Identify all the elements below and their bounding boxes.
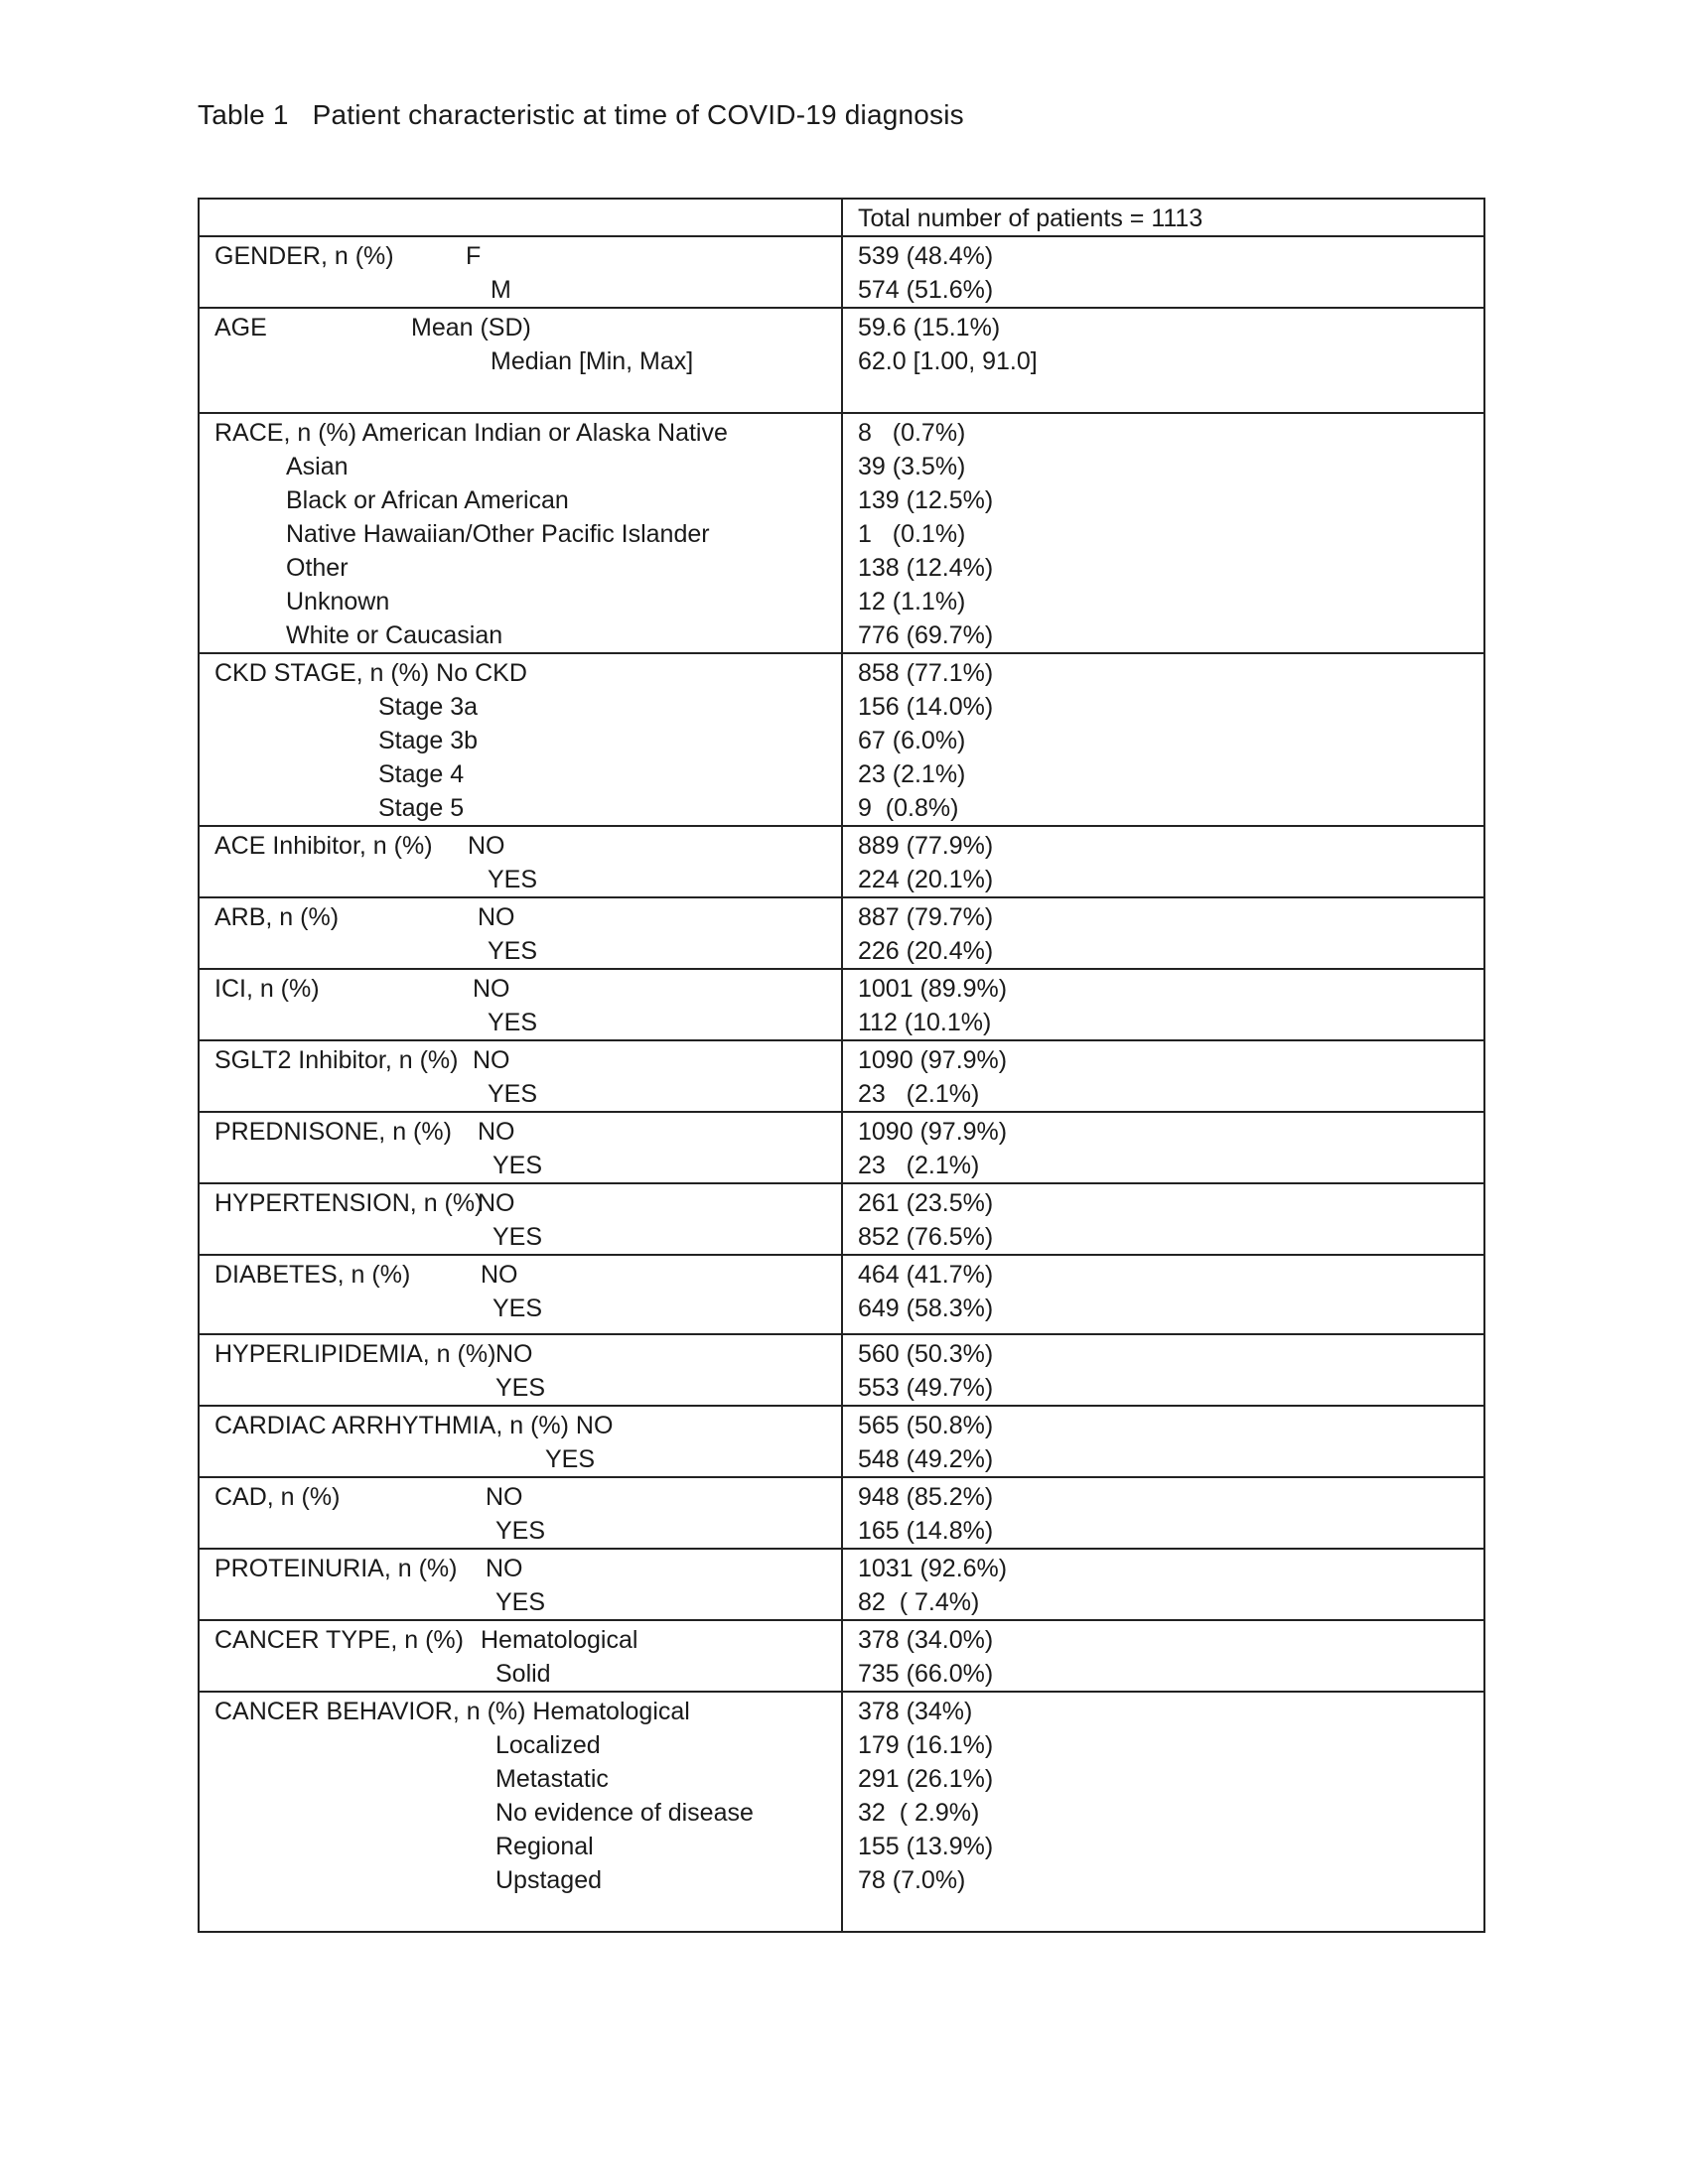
characteristic-sub-label: Localized	[495, 1731, 601, 1759]
table-title: Table 1 Patient characteristic at time of COVID-19 diagnosis	[198, 99, 964, 130]
characteristic-label: CANCER TYPE, n (%)	[214, 1626, 464, 1654]
characteristic-label: CAD, n (%)	[214, 1483, 341, 1511]
characteristic-line	[200, 1695, 841, 1728]
characteristic-cell	[199, 826, 842, 897]
characteristic-line	[200, 1830, 841, 1863]
characteristic-sub-label: Stage 3b	[378, 727, 479, 754]
characteristic-sub-label: NO	[468, 832, 505, 860]
characteristic-line	[200, 724, 841, 757]
value-cell	[842, 1477, 1484, 1549]
value-text: 378 (34.0%)	[858, 1626, 994, 1654]
characteristic-line	[200, 690, 841, 724]
value-text: 539 (48.4%)	[858, 242, 994, 270]
characteristic-sub-label: Mean (SD)	[411, 314, 531, 341]
characteristic-line	[200, 1220, 841, 1254]
characteristic-sub-label: White or Caucasian	[286, 621, 503, 649]
value-text: 889 (77.9%)	[858, 832, 994, 860]
table-header-row	[199, 199, 1484, 236]
characteristic-line	[200, 656, 841, 690]
value-text: 82 ( 7.4%)	[858, 1588, 980, 1616]
total-patients-label: Total number of patients = 1113	[858, 205, 1203, 232]
value-cell	[842, 1040, 1484, 1112]
characteristic-line	[200, 1514, 841, 1548]
characteristic-line	[200, 1006, 841, 1039]
characteristic-line	[200, 1657, 841, 1691]
value-text: 378 (34%)	[858, 1698, 973, 1725]
value-text: 548 (49.2%)	[858, 1445, 994, 1473]
characteristic-line	[200, 1623, 841, 1657]
characteristic-cell	[199, 1477, 842, 1549]
characteristic-label: RACE, n (%) American Indian or Alaska Native	[214, 419, 728, 447]
table-row-age	[199, 308, 1484, 413]
characteristic-line	[200, 1552, 841, 1585]
value-text: 179 (16.1%)	[858, 1731, 994, 1759]
characteristic-sub-label: Unknown	[286, 588, 390, 615]
characteristic-label: HYPERTENSION, n (%)	[214, 1189, 484, 1217]
value-text: 852 (76.5%)	[858, 1223, 994, 1251]
characteristic-sub-label: YES	[492, 1223, 543, 1251]
table-row-cad	[199, 1477, 1484, 1549]
characteristic-sub-label: Solid	[495, 1660, 551, 1688]
characteristic-cell	[199, 653, 842, 826]
characteristic-sub-label: Hematological	[481, 1626, 638, 1654]
characteristic-sub-label: NO	[478, 903, 515, 931]
value-text: 59.6 (15.1%)	[858, 314, 1001, 341]
characteristic-cell	[199, 1692, 842, 1932]
value-text: 224 (20.1%)	[858, 866, 994, 893]
characteristic-label: ICI, n (%)	[214, 975, 320, 1003]
value-text: 112 (10.1%)	[858, 1009, 992, 1036]
characteristic-line	[200, 757, 841, 791]
characteristic-label: SGLT2 Inhibitor, n (%)	[214, 1046, 459, 1074]
value-text: 67 (6.0%)	[858, 727, 966, 754]
characteristic-cell	[199, 1406, 842, 1477]
characteristic-sub-label: Regional	[495, 1833, 594, 1860]
value-text: 574 (51.6%)	[858, 276, 994, 304]
characteristic-label: CKD STAGE, n (%) No CKD	[214, 659, 527, 687]
characteristic-label: PREDNISONE, n (%)	[214, 1118, 452, 1146]
characteristic-line	[200, 618, 841, 652]
value-text: 155 (13.9%)	[858, 1833, 994, 1860]
characteristic-sub-label: YES	[488, 866, 538, 893]
characteristic-sub-label: M	[491, 276, 511, 304]
value-text: 560 (50.3%)	[858, 1340, 994, 1368]
value-text: 1090 (97.9%)	[858, 1118, 1008, 1146]
value-text: 12 (1.1%)	[858, 588, 966, 615]
value-cell	[842, 1549, 1484, 1620]
characteristic-line	[200, 416, 841, 450]
value-text: 887 (79.7%)	[858, 903, 994, 931]
characteristic-sub-label: NO	[486, 1555, 523, 1582]
value-cell	[842, 897, 1484, 969]
characteristic-cell	[199, 1549, 842, 1620]
table-row-gender	[199, 236, 1484, 308]
characteristic-sub-label: No evidence of disease	[495, 1799, 754, 1827]
table-row-diabetes	[199, 1255, 1484, 1334]
value-text: 565 (50.8%)	[858, 1412, 994, 1439]
characteristic-sub-label: YES	[488, 1080, 538, 1108]
characteristic-sub-label: Median [Min, Max]	[491, 347, 694, 375]
characteristic-line	[200, 1149, 841, 1182]
characteristic-label: PROTEINURIA, n (%)	[214, 1555, 458, 1582]
table-row-prednisone	[199, 1112, 1484, 1183]
characteristic-line	[200, 1371, 841, 1405]
characteristic-cell	[199, 308, 842, 413]
characteristic-line	[200, 972, 841, 1006]
value-text: 23 (2.1%)	[858, 1152, 980, 1179]
characteristic-cell	[199, 236, 842, 308]
characteristic-line	[200, 829, 841, 863]
characteristic-sub-label: Metastatic	[495, 1765, 609, 1793]
characteristic-cell	[199, 969, 842, 1040]
value-cell	[842, 1183, 1484, 1255]
value-text: 138 (12.4%)	[858, 554, 994, 582]
characteristic-label: ARB, n (%)	[214, 903, 340, 931]
value-text: 735 (66.0%)	[858, 1660, 994, 1688]
value-cell	[842, 413, 1484, 653]
characteristic-sub-label: NO	[478, 1189, 515, 1217]
value-text: 165 (14.8%)	[858, 1517, 994, 1545]
characteristic-line	[200, 1077, 841, 1111]
characteristic-line	[200, 1292, 841, 1325]
value-cell	[842, 308, 1484, 413]
characteristic-line	[200, 239, 841, 273]
characteristic-label: CANCER BEHAVIOR, n (%) Hematological	[214, 1698, 690, 1725]
characteristic-label: AGE	[214, 314, 267, 341]
characteristic-sub-label: Native Hawaiian/Other Pacific Islander	[286, 520, 710, 548]
characteristic-line	[200, 1043, 841, 1077]
characteristic-line	[200, 863, 841, 896]
value-text: 1 (0.1%)	[858, 520, 966, 548]
characteristic-label: GENDER, n (%)	[214, 242, 394, 270]
value-text: 139 (12.5%)	[858, 486, 994, 514]
patient-characteristics-table	[198, 198, 1485, 1933]
characteristic-line	[200, 585, 841, 618]
characteristic-sub-label: YES	[488, 937, 538, 965]
value-text: 776 (69.7%)	[858, 621, 994, 649]
characteristic-line	[200, 311, 841, 344]
value-text: 8 (0.7%)	[858, 419, 966, 447]
value-cell	[842, 1255, 1484, 1334]
table-row-ckd	[199, 653, 1484, 826]
characteristic-cell	[199, 1040, 842, 1112]
characteristic-line	[200, 551, 841, 585]
value-text: 78 (7.0%)	[858, 1866, 966, 1894]
characteristic-sub-label: Stage 3a	[378, 693, 479, 721]
table-row-hyperlipidemia	[199, 1334, 1484, 1406]
value-text: 291 (26.1%)	[858, 1765, 994, 1793]
value-text: 23 (2.1%)	[858, 760, 966, 788]
characteristic-cell	[199, 413, 842, 653]
table-row-arb	[199, 897, 1484, 969]
characteristic-label: CARDIAC ARRHYTHMIA, n (%) NO	[214, 1412, 614, 1439]
value-cell	[842, 1406, 1484, 1477]
characteristic-line	[200, 1115, 841, 1149]
characteristic-sub-label: NO	[473, 1046, 510, 1074]
characteristic-sub-label: YES	[492, 1152, 543, 1179]
value-text: 156 (14.0%)	[858, 693, 994, 721]
characteristic-line	[200, 934, 841, 968]
characteristic-sub-label: YES	[495, 1517, 546, 1545]
value-text: 948 (85.2%)	[858, 1483, 994, 1511]
characteristic-sub-label: Stage 5	[378, 794, 465, 822]
characteristic-line	[200, 517, 841, 551]
characteristic-sub-label: Asian	[286, 453, 349, 480]
value-text: 1001 (89.9%)	[858, 975, 1008, 1003]
value-text: 1031 (92.6%)	[858, 1555, 1008, 1582]
characteristic-line	[200, 1585, 841, 1619]
characteristic-line	[200, 1863, 841, 1897]
characteristic-cell	[199, 897, 842, 969]
value-cell	[842, 1334, 1484, 1406]
characteristic-line	[200, 1258, 841, 1292]
characteristic-line	[200, 1337, 841, 1371]
value-cell	[842, 969, 1484, 1040]
characteristic-sub-label: YES	[492, 1295, 543, 1322]
characteristic-sub-label: Stage 4	[378, 760, 465, 788]
characteristic-sub-label: YES	[495, 1588, 546, 1616]
table-row-ici	[199, 969, 1484, 1040]
characteristic-cell	[199, 1112, 842, 1183]
characteristic-sub-label: NO	[486, 1483, 523, 1511]
characteristic-line	[200, 1796, 841, 1830]
characteristic-line	[200, 483, 841, 517]
table-row-ace	[199, 826, 1484, 897]
value-text: 62.0 [1.00, 91.0]	[858, 347, 1038, 375]
table-row-hypertension	[199, 1183, 1484, 1255]
characteristic-label: HYPERLIPIDEMIA, n (%)	[214, 1340, 496, 1368]
value-cell	[842, 826, 1484, 897]
value-cell	[842, 1112, 1484, 1183]
value-cell	[842, 1620, 1484, 1692]
characteristic-sub-label: NO	[481, 1261, 518, 1289]
characteristic-cell	[199, 1620, 842, 1692]
characteristic-label: ACE Inhibitor, n (%)	[214, 832, 433, 860]
characteristic-cell	[199, 1183, 842, 1255]
characteristic-line	[200, 1728, 841, 1762]
table-row-arrhythmia	[199, 1406, 1484, 1477]
value-text: 553 (49.7%)	[858, 1374, 994, 1402]
characteristic-sub-label: NO	[495, 1340, 533, 1368]
characteristic-sub-label: Other	[286, 554, 349, 582]
characteristic-line	[200, 344, 841, 378]
characteristic-cell	[199, 1255, 842, 1334]
table-row-race	[199, 413, 1484, 653]
table-row-proteinuria	[199, 1549, 1484, 1620]
characteristic-line	[200, 900, 841, 934]
characteristic-sub-label: YES	[488, 1009, 538, 1036]
characteristic-sub-label: Upstaged	[495, 1866, 603, 1894]
characteristic-line	[200, 1409, 841, 1442]
value-cell	[842, 1692, 1484, 1932]
value-text: 1090 (97.9%)	[858, 1046, 1008, 1074]
characteristic-sub-label: NO	[478, 1118, 515, 1146]
value-text: 649 (58.3%)	[858, 1295, 994, 1322]
characteristic-sub-label: NO	[473, 975, 510, 1003]
header-empty-cell	[199, 199, 842, 236]
characteristic-sub-label: YES	[545, 1445, 596, 1473]
characteristic-line	[200, 450, 841, 483]
characteristic-cell	[199, 1334, 842, 1406]
value-text: 23 (2.1%)	[858, 1080, 980, 1108]
value-text: 226 (20.4%)	[858, 937, 994, 965]
table-row-cancer-type	[199, 1620, 1484, 1692]
header-total-cell	[842, 199, 1484, 236]
characteristic-sub-label: YES	[495, 1374, 546, 1402]
characteristic-line	[200, 1442, 841, 1476]
characteristic-line	[200, 1762, 841, 1796]
characteristic-sub-label: F	[466, 242, 482, 270]
characteristic-line	[200, 791, 841, 825]
characteristic-line	[200, 273, 841, 307]
value-cell	[842, 653, 1484, 826]
table-row-cancer-behavior	[199, 1692, 1484, 1932]
value-cell	[842, 236, 1484, 308]
value-text: 261 (23.5%)	[858, 1189, 994, 1217]
characteristic-label: DIABETES, n (%)	[214, 1261, 411, 1289]
value-text: 9 (0.8%)	[858, 794, 959, 822]
characteristic-line	[200, 1480, 841, 1514]
value-text: 32 ( 2.9%)	[858, 1799, 980, 1827]
value-text: 39 (3.5%)	[858, 453, 966, 480]
characteristic-line	[200, 1186, 841, 1220]
value-text: 858 (77.1%)	[858, 659, 994, 687]
table-row-sglt2	[199, 1040, 1484, 1112]
characteristic-sub-label: Black or African American	[286, 486, 569, 514]
value-text: 464 (41.7%)	[858, 1261, 994, 1289]
